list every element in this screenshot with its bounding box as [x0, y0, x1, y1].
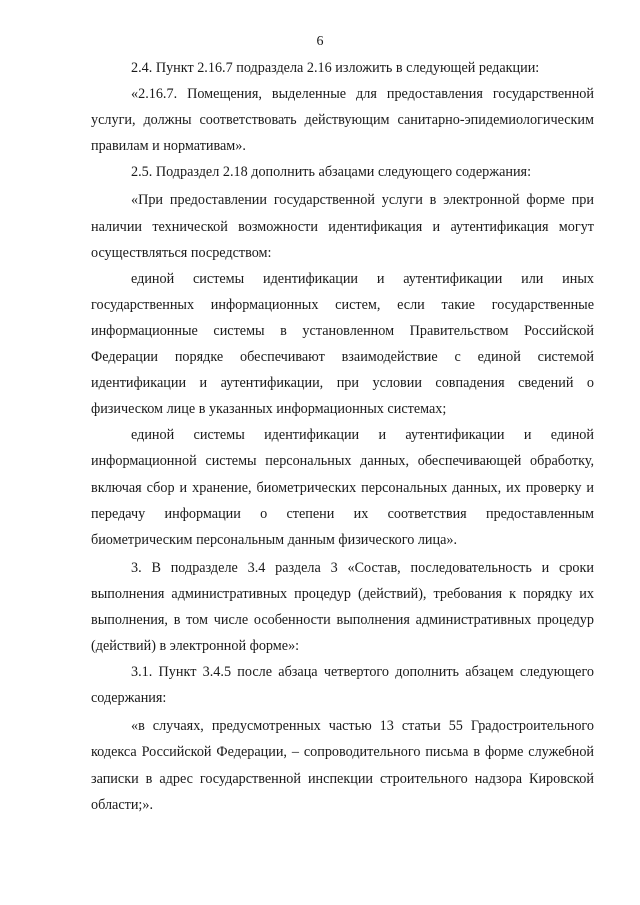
- paragraph-esia-option-1: единой системы идентификации и аутентификации или иных государственных информационных систем, если такие государственные информационные системы в установленном Правительством Российской Федерации порядке обеспечивают взаимодействие с единой системой идентификации и аутентификации, при условии совпадения сведений о физическом лице в указанных информационных системах;: [91, 270, 594, 418]
- paragraph-2-16-7: «2.16.7. Помещения, выделенные для предоставления государственной услуги, должны соответствовать действующим санитарно-эпидемиологическим правилам и нормативам».: [91, 86, 594, 155]
- paragraph-2-5: 2.5. Подраздел 2.18 дополнить абзацами следующего содержания:: [131, 164, 532, 181]
- paragraph-esia-option-2: единой системы идентификации и аутентификации и единой информационной системы персональных данных, обеспечивающей обработку, включая сбор и хранение, биометрических персональных данных, их проверку и передачу информации о степени их соответствия предоставленным биометрическим персональным данным физического лица».: [91, 427, 594, 548]
- paragraph-electronic-form: «При предоставлении государственной услуги в электронной форме при наличии технической возможности идентификация и аутентификация могут осуществляться посредством:: [91, 192, 594, 261]
- paragraph-2-4: 2.4. Пункт 2.16.7 подраздела 2.16 изложить в следующей редакции:: [131, 60, 540, 76]
- paragraph-3: 3. В подразделе 3.4 раздела 3 «Состав, последовательность и сроки выполнения административных процедур (действий), требования к порядку их выполнения, в том числе особенности выполнения административных процедур (действий) в электронной форме»:: [91, 559, 594, 655]
- paragraph-3-1: 3.1. Пункт 3.4.5 после абзаца четвертого дополнить абзацем следующего содержания:: [91, 664, 594, 707]
- paragraph-3-4-5-addition: «в случаях, предусмотренных частью 13 статьи 55 Градостроительного кодекса Российской Федерации, – сопроводительного письма в форме служебной записки в адрес государственной инспекции строительного надзора Кировской области;».: [91, 718, 594, 813]
- document-body: [91, 55, 594, 818]
- page-number: 6: [316, 34, 324, 49]
